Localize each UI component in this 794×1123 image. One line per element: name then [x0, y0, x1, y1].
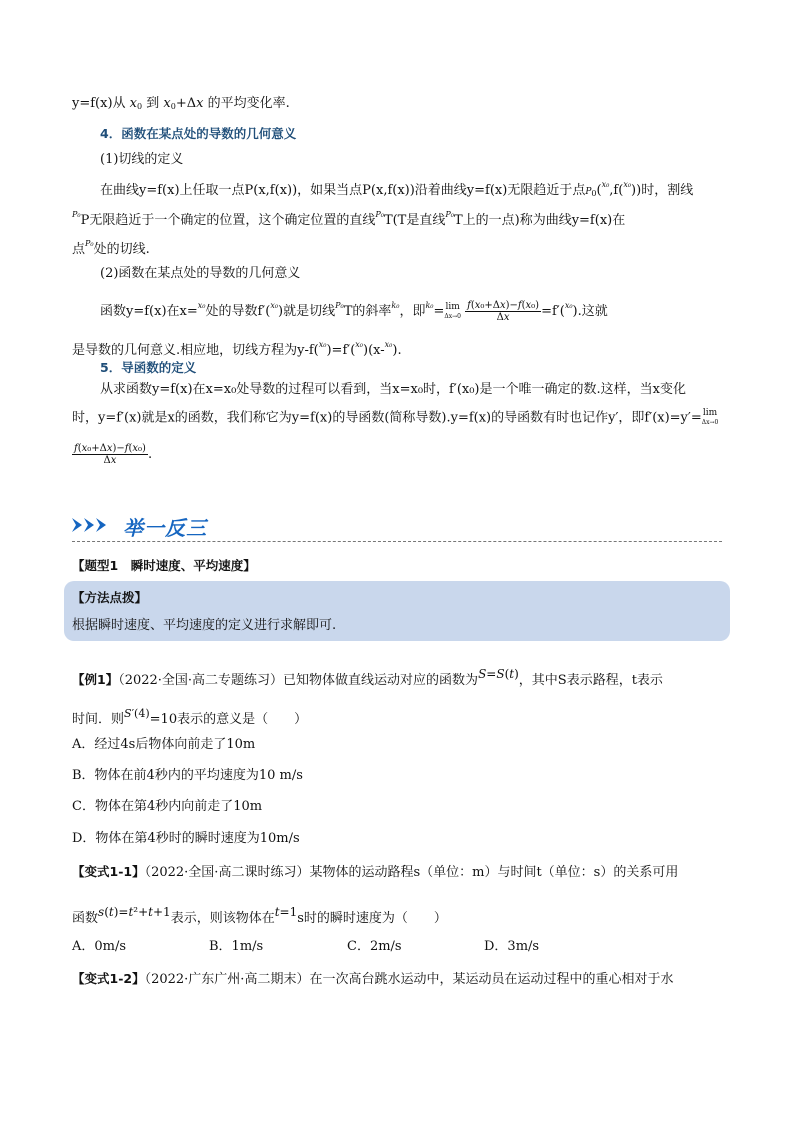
banner-title: 举一反三	[123, 516, 208, 540]
method-title: 【方法点拨】	[72, 590, 148, 605]
example1-option-b: B．物体在前4秒内的平均速度为10 m/s	[72, 768, 303, 783]
section5-p2: 时，y=f′(x)就是x的函数，我们称它为y=f(x)的导函数(简称导数).y=f(x)的导函数有时也记作y′，即f′(x)=y′=lim Δx→0	[72, 408, 719, 426]
topic1-title: 【题型1 瞬时速度、平均速度】	[72, 558, 256, 573]
section4-title: 4．函数在某点处的导数的几何意义	[100, 126, 297, 141]
difference-quotient: $\frac{\text{f(x₀+Δx)−f(x₀)}}{\Delta x}$	[467, 300, 540, 323]
variant11-option-b: B．1m/s	[209, 939, 264, 954]
method-body: 根据瞬时速度、平均速度的定义进行求解即可.	[72, 618, 337, 633]
variant11-option-a: A．0m/s	[72, 939, 127, 954]
example1-option-a: A．经过4s后物体向前走了10m	[72, 737, 256, 752]
variant11-line1: 【变式1-1】（2022·全国·高二课时练习）某物体的运动路程s（单位：m）与时间t（单位：s）的关系可用	[72, 864, 679, 880]
section4-p1-line2: $^{P_0}$P无限趋近于一个确定的位置，这个确定位置的直线$^{P_0}$T(T是直线$^{P_0}$T上的一点)称为曲线y=f(x)在	[72, 210, 626, 228]
section4-p1-line1: 在曲线y=f(x)上任取一点P(x,f(x))，如果当点P(x,f(x))沿着曲线y=f(x)无限趋近于点P0($^{x_0}$,f($^{x_0}$))时，割线	[100, 180, 694, 198]
limit-symbol: lim Δx→0	[444, 301, 461, 320]
triple-arrow-icon	[72, 515, 118, 539]
banner	[72, 512, 207, 541]
section4-sub1: (1)切线的定义	[100, 152, 184, 167]
limit-symbol-2: lim Δx→0	[701, 408, 719, 426]
variant12-line1: 【变式1-2】（2022·广东广州·高二期末）在一次高台跳水运动中，某运动员在运动过程中的重心相对于水	[72, 971, 674, 987]
variant11-line2: 函数s(t)=t²+t+1表示，则该物体在t=1s时的瞬时速度为（ ）	[72, 905, 447, 926]
banner-divider	[72, 541, 722, 542]
variant11-label: 【变式1-1】	[72, 864, 145, 879]
variant11-option-d: D．3m/s	[484, 939, 540, 954]
example1-line1: 【例1】（2022·全国·高二专题练习）已知物体做直线运动对应的函数为S=S(t)，其中S表示路程，t表示	[72, 667, 663, 688]
difference-quotient-2: $\frac{\text{f(x₀+Δx)−f(x₀)}}{\Delta x}$	[74, 443, 146, 466]
example1-line2: 时间．则$^{S'(4)}$=10表示的意义是（ ）	[72, 707, 308, 727]
section4-p2-line2: 是导数的几何意义.相应地，切线方程为y-f($^{x_0}$)=f′($^{x_0}$)(x-$^{x_0}$).	[72, 340, 402, 358]
variant11-option-c: C．2m/s	[347, 939, 402, 954]
section5-title: 5．导函数的定义	[100, 360, 197, 375]
section4-p2-line1: 函数y=f(x)在x=$^{x_0}$处的导数f′($^{x_0}$)就是切线$^{P_0}$T的斜率$^{k_0}$，即$^{k_0}$=lim Δx→0 $\frac{\text{f(x₀+Δx)−f(x₀)}}{\Delta x}$ =f′($^{x_0}$).这就	[100, 300, 608, 323]
example1-label: 【例1】	[72, 672, 119, 687]
intro-line: y=f(x)从 x0 到 x0+Δx 的平均变化率.	[72, 96, 290, 111]
section5-p3: $\frac{\text{f(x₀+Δx)−f(x₀)}}{\Delta x}$ .	[74, 443, 153, 466]
section5-p1: 从求函数y=f(x)在x=x₀处导数的过程可以看到，当x=x₀时，f′(x₀)是一个唯一确定的数.这样，当x变化	[100, 382, 686, 397]
example1-option-c: C．物体在第4秒内向前走了10m	[72, 799, 263, 814]
section4-p1-line3: 点$^{P_0}$处的切线.	[72, 239, 150, 257]
variant12-label: 【变式1-2】	[72, 971, 145, 986]
example1-option-d: D．物体在第4秒时的瞬时速度为10m/s	[72, 831, 300, 846]
section4-sub2: (2)函数在某点处的导数的几何意义	[100, 266, 301, 281]
